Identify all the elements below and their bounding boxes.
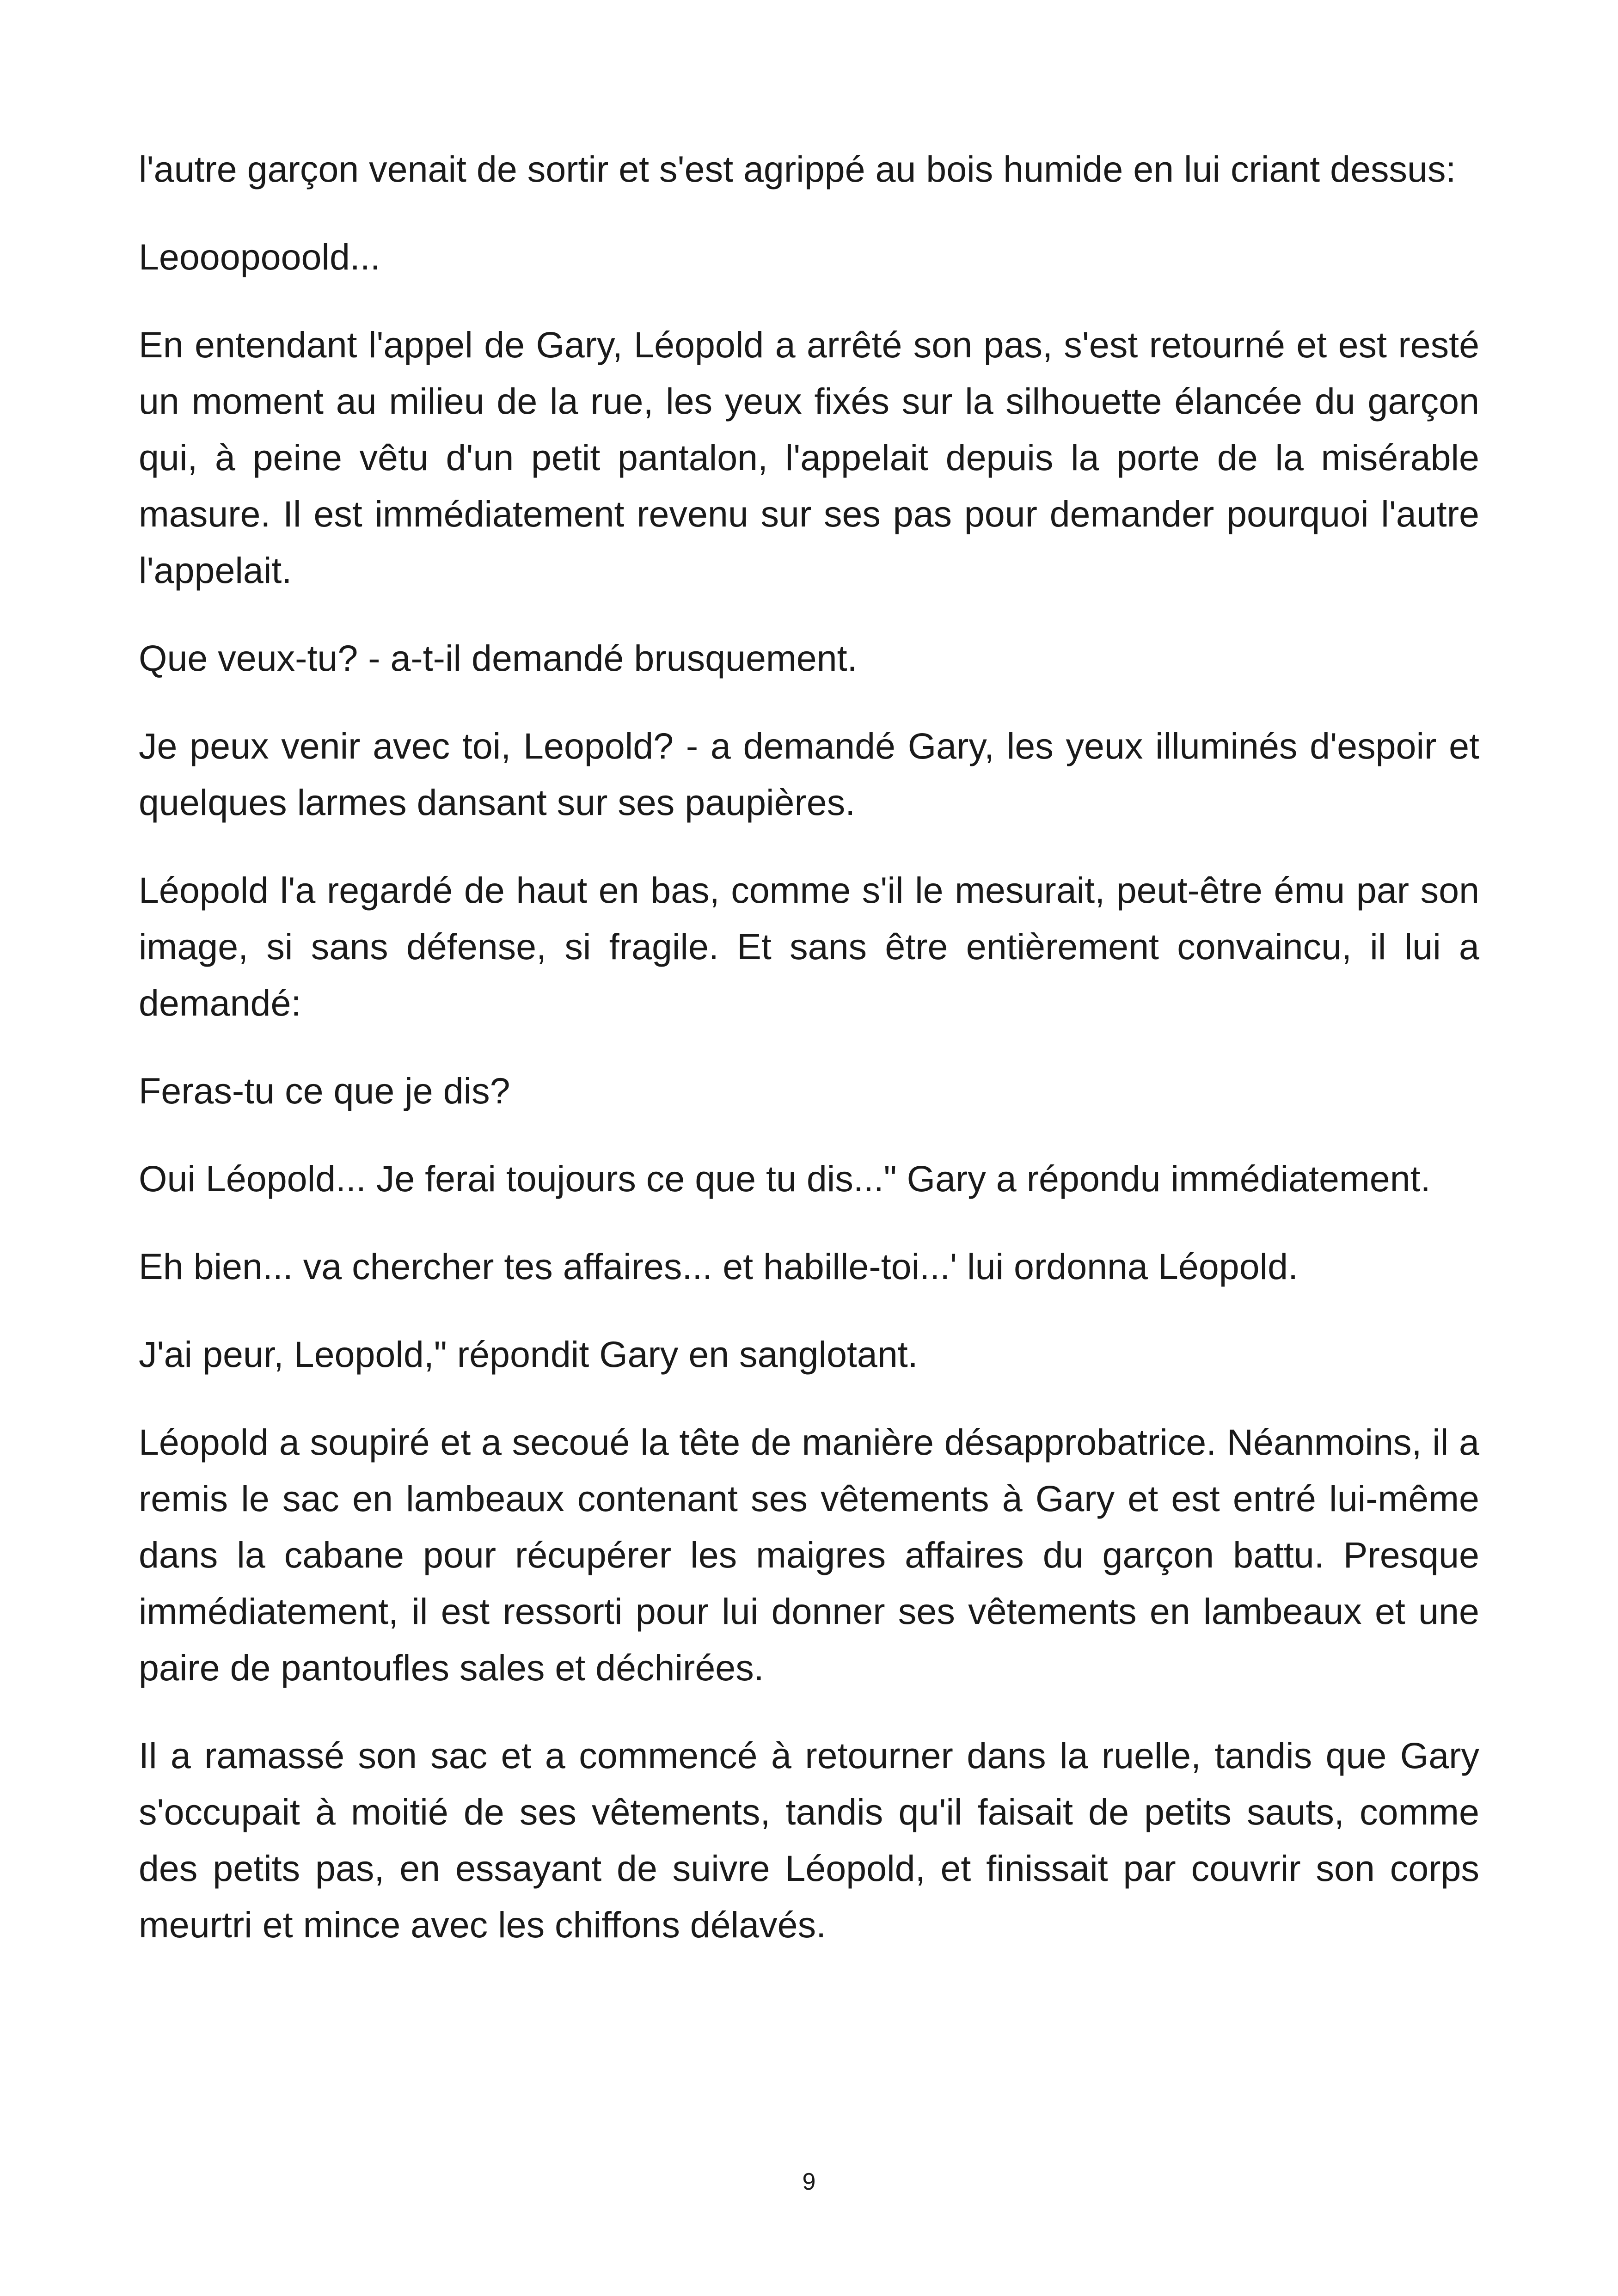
paragraph: Feras-tu ce que je dis? xyxy=(139,1070,510,1111)
page-body xyxy=(139,141,1479,1984)
paragraph: Léopold a soupiré et a secoué la tête de manière désapprobatrice. Néanmoins, il a remis le sac en lambeaux contenant ses vêtements à Gary et est entré lui-même dans la cabane pour récupérer les maigres affaires du garçon battu. Presque immédiatement, il est ressorti pour lui donner ses vêtements en lambeaux et une paire de pantoufles sales et déchirées. xyxy=(139,1421,1479,1688)
paragraph: Il a ramassé son sac et a commencé à retourner dans la ruelle, tandis que Gary s'occupait à moitié de ses vêtements, tandis qu'il faisait de petits sauts, comme des petits pas, en essayant de suivre Léopold, et finissait par couvrir son corps meurtri et mince avec les chiffons délavés. xyxy=(139,1735,1479,1945)
paragraph: Léopold l'a regardé de haut en bas, comme s'il le mesurait, peut-être ému par son image, si sans défense, si fragile. Et sans être entièrement convaincu, il lui a demandé: xyxy=(139,869,1479,1023)
paragraph: En entendant l'appel de Gary, Léopold a arrêté son pas, s'est retourné et est resté un moment au milieu de la rue, les yeux fixés sur la silhouette élancée du garçon qui, à peine vêtu d'un petit pantalon, l'appelait depuis la porte de la misérable masure. Il est immédiatement revenu sur ses pas pour demander pourquoi l'autre l'appelait. xyxy=(139,324,1479,591)
paragraph: Leooopooold... xyxy=(139,236,380,277)
paragraph: J'ai peur, Leopold," répondit Gary en sanglotant. xyxy=(139,1334,918,1375)
paragraph: Je peux venir avec toi, Leopold? - a demandé Gary, les yeux illuminés d'espoir et quelques larmes dansant sur ses paupières. xyxy=(139,725,1479,823)
paragraph: l'autre garçon venait de sortir et s'est agrippé au bois humide en lui criant dessus: xyxy=(139,148,1456,190)
page-number: 9 xyxy=(802,2168,816,2195)
paragraph: Eh bien... va chercher tes affaires... et habille-toi...' lui ordonna Léopold. xyxy=(139,1246,1299,1287)
paragraph: Que veux-tu? - a-t-il demandé brusquement. xyxy=(139,637,858,679)
paragraph: Oui Léopold... Je ferai toujours ce que tu dis..." Gary a répondu immédiatement. xyxy=(139,1158,1431,1199)
